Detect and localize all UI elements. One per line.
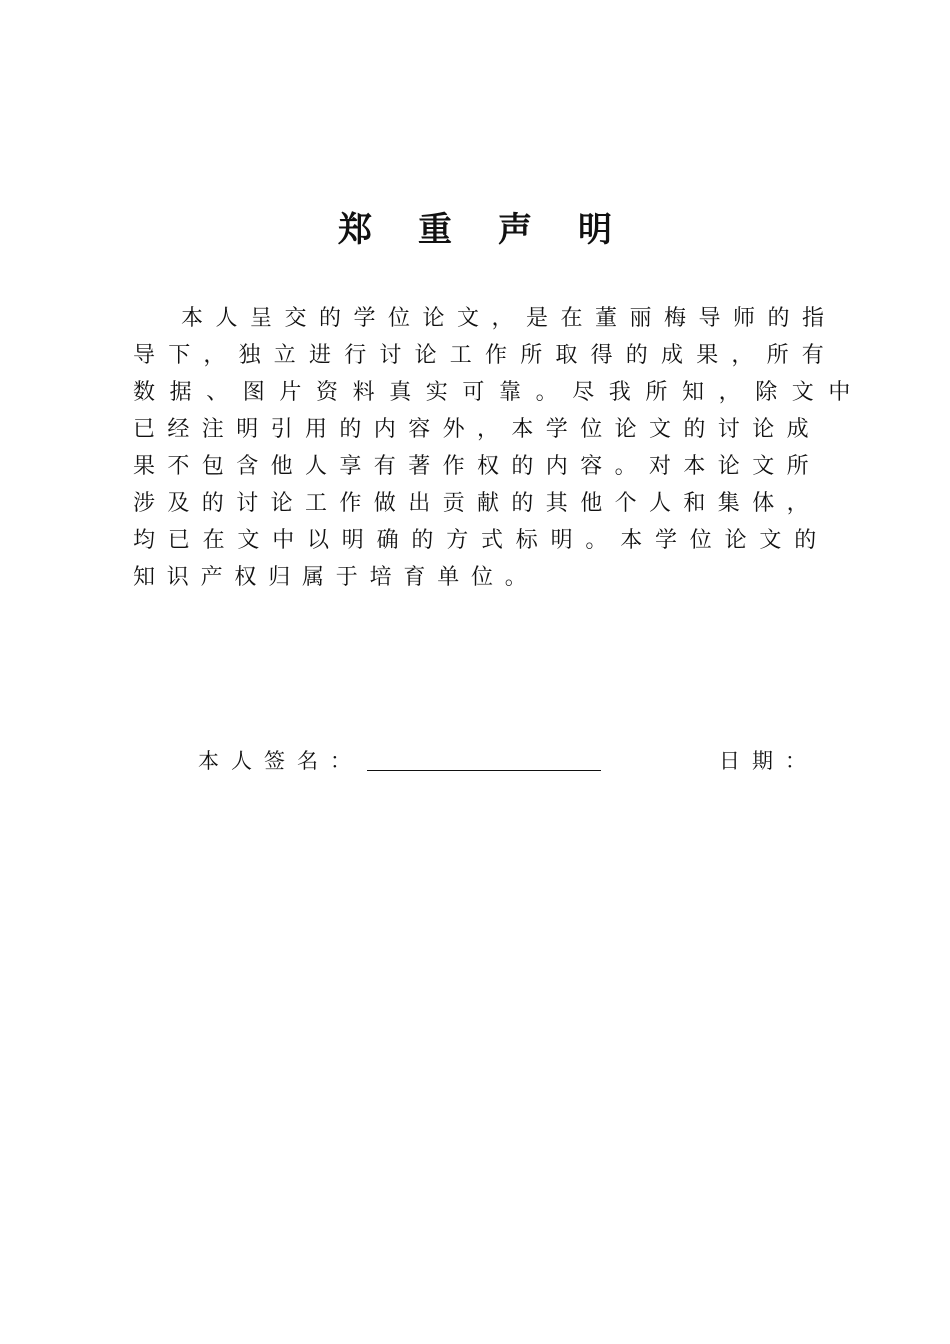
signature-line[interactable] — [367, 770, 601, 771]
signature-row — [198, 743, 818, 779]
page-title: 郑重声明 — [338, 210, 658, 250]
paragraph-line: 果不包含他人享有著作权的内容。对本论文所 — [133, 454, 822, 479]
paragraph-line: 本人呈交的学位论文，是在董丽梅导师的指 — [181, 306, 837, 331]
paragraph-line: 已经注明引用的内容外，本学位论文的讨论成 — [133, 417, 822, 442]
paragraph-line: 涉及的讨论工作做出贡献的其他个人和集体， — [133, 491, 822, 516]
paragraph-line: 导下，独立进行讨论工作所取得的成果，所有 — [133, 343, 838, 368]
declaration-paragraph — [133, 300, 866, 596]
paragraph-line: 数据、图片资料真实可靠。尽我所知，除文中 — [133, 380, 866, 405]
paragraph-line: 知识产权归属于培育单位。 — [133, 565, 539, 590]
date-label: 日期： — [719, 749, 818, 773]
signature-label: 本人签名： — [198, 749, 363, 773]
paragraph-line: 均已在文中以明确的方式标明。本学位论文的 — [133, 528, 830, 553]
